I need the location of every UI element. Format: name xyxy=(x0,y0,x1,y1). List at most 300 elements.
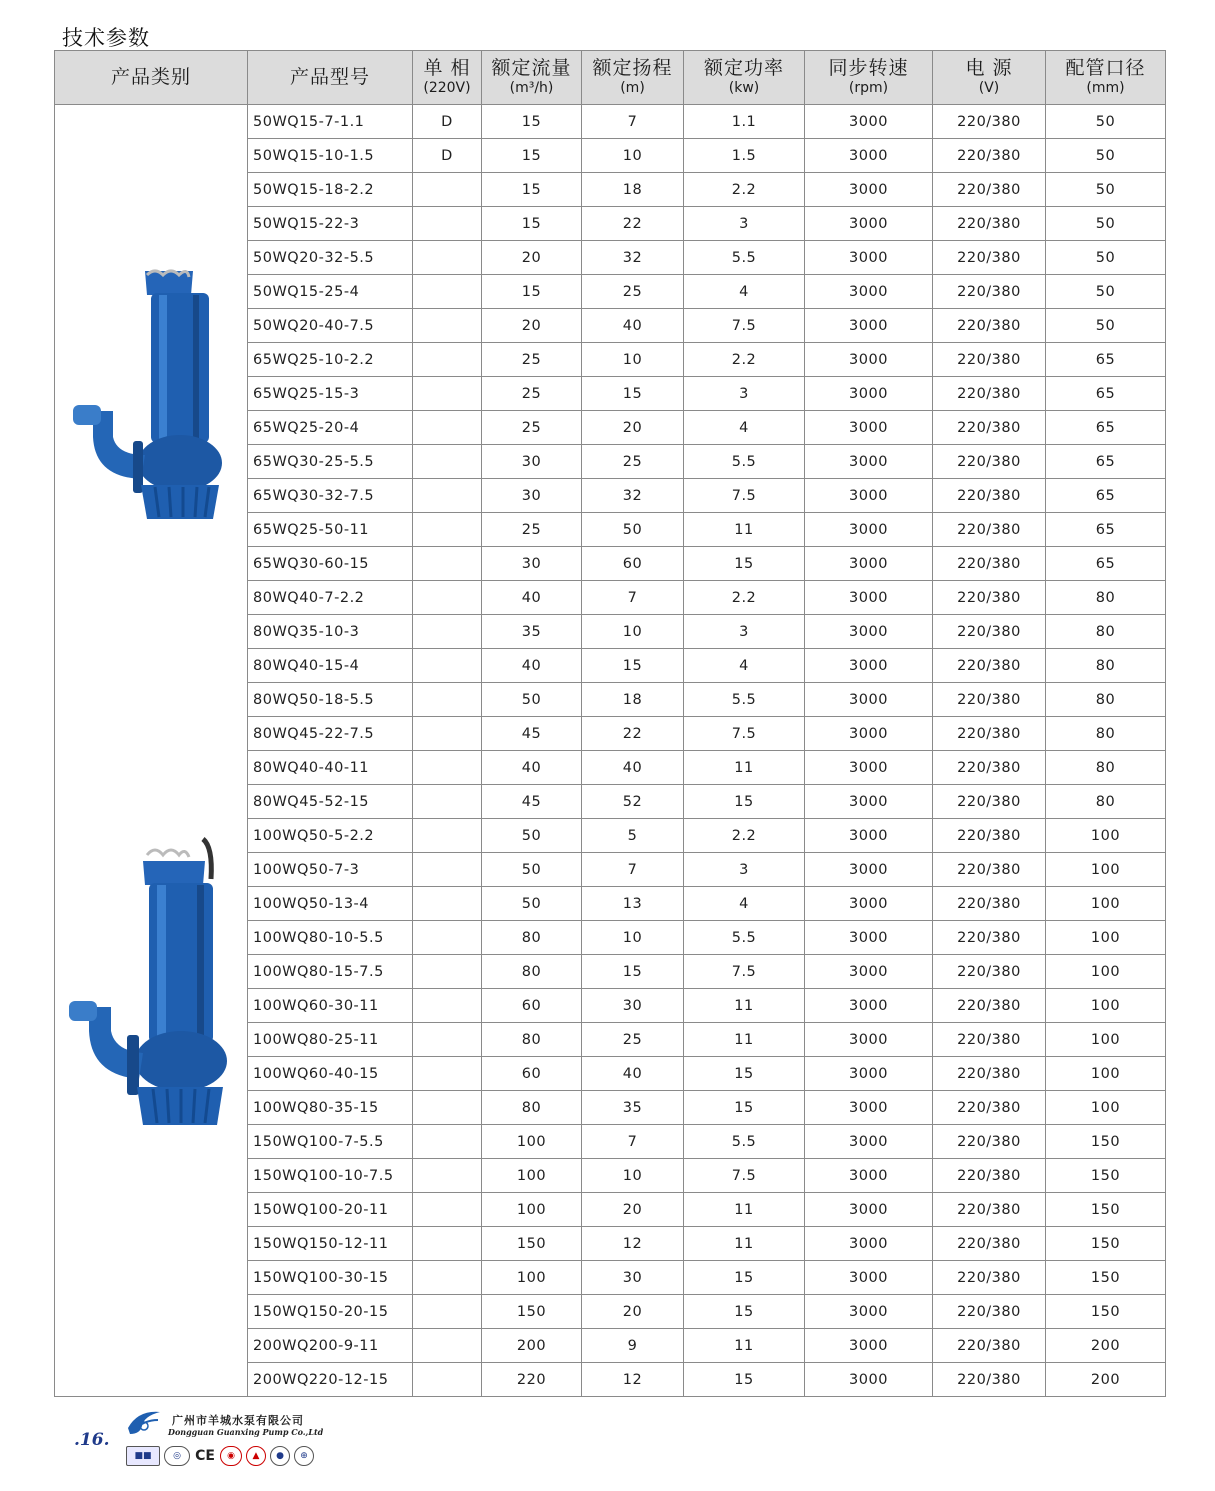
cell-speed: 3000 xyxy=(805,1329,933,1363)
cell-head: 25 xyxy=(582,1023,684,1057)
cell-head: 30 xyxy=(582,1261,684,1295)
cell-power: 15 xyxy=(684,1295,805,1329)
cell-speed: 3000 xyxy=(805,1125,933,1159)
cell-power: 11 xyxy=(684,513,805,547)
column-header-label: 产品类别 xyxy=(110,65,191,88)
cell-power: 7.5 xyxy=(684,479,805,513)
column-header xyxy=(1046,51,1166,105)
cell-speed: 3000 xyxy=(805,921,933,955)
column-header xyxy=(413,51,482,105)
cell-voltage: 220/380 xyxy=(933,683,1046,717)
cell-single xyxy=(413,853,482,887)
cell-single xyxy=(413,377,482,411)
cell-speed: 3000 xyxy=(805,547,933,581)
cell-model: 200WQ200-9-11 xyxy=(248,1329,413,1363)
cell-head: 10 xyxy=(582,921,684,955)
cell-model: 150WQ150-20-15 xyxy=(248,1295,413,1329)
cell-pipe: 150 xyxy=(1046,1125,1166,1159)
cell-pipe: 80 xyxy=(1046,581,1166,615)
cell-flow: 15 xyxy=(482,207,582,241)
cell-pipe: 50 xyxy=(1046,139,1166,173)
cell-head: 10 xyxy=(582,1159,684,1193)
cell-single xyxy=(413,921,482,955)
cell-head: 15 xyxy=(582,649,684,683)
cell-power: 7.5 xyxy=(684,1159,805,1193)
cell-pipe: 100 xyxy=(1046,853,1166,887)
cell-flow: 60 xyxy=(482,989,582,1023)
table-header-row xyxy=(55,51,1166,105)
cell-pipe: 200 xyxy=(1046,1363,1166,1397)
cell-voltage: 220/380 xyxy=(933,853,1046,887)
cell-pipe: 100 xyxy=(1046,1057,1166,1091)
cell-single xyxy=(413,445,482,479)
cell-model: 50WQ20-40-7.5 xyxy=(248,309,413,343)
cell-single: D xyxy=(413,139,482,173)
cell-pipe: 80 xyxy=(1046,683,1166,717)
cell-head: 32 xyxy=(582,479,684,513)
cell-voltage: 220/380 xyxy=(933,309,1046,343)
cell-power: 15 xyxy=(684,1057,805,1091)
cell-model: 100WQ80-15-7.5 xyxy=(248,955,413,989)
cell-pipe: 150 xyxy=(1046,1193,1166,1227)
cell-flow: 50 xyxy=(482,683,582,717)
cell-pipe: 100 xyxy=(1046,921,1166,955)
cell-single xyxy=(413,1125,482,1159)
cell-pipe: 65 xyxy=(1046,547,1166,581)
cell-power: 1.1 xyxy=(684,105,805,139)
cell-head: 22 xyxy=(582,207,684,241)
cell-single xyxy=(413,1057,482,1091)
cell-voltage: 220/380 xyxy=(933,921,1046,955)
cell-power: 7.5 xyxy=(684,717,805,751)
cell-single: D xyxy=(413,105,482,139)
cell-power: 7.5 xyxy=(684,309,805,343)
cell-pipe: 65 xyxy=(1046,479,1166,513)
cell-speed: 3000 xyxy=(805,1023,933,1057)
cell-flow: 100 xyxy=(482,1125,582,1159)
cell-voltage: 220/380 xyxy=(933,513,1046,547)
cell-power: 11 xyxy=(684,1227,805,1261)
cell-speed: 3000 xyxy=(805,1159,933,1193)
cell-power: 11 xyxy=(684,1329,805,1363)
cell-power: 15 xyxy=(684,1363,805,1397)
cell-pipe: 65 xyxy=(1046,411,1166,445)
cell-pipe: 65 xyxy=(1046,377,1166,411)
cell-model: 65WQ30-25-5.5 xyxy=(248,445,413,479)
cell-speed: 3000 xyxy=(805,785,933,819)
cell-speed: 3000 xyxy=(805,683,933,717)
cell-model: 150WQ100-7-5.5 xyxy=(248,1125,413,1159)
cell-model: 100WQ50-13-4 xyxy=(248,887,413,921)
cell-single xyxy=(413,275,482,309)
cell-single xyxy=(413,241,482,275)
cell-head: 7 xyxy=(582,581,684,615)
cell-power: 5.5 xyxy=(684,921,805,955)
cell-flow: 15 xyxy=(482,139,582,173)
cell-model: 80WQ45-22-7.5 xyxy=(248,717,413,751)
cell-voltage: 220/380 xyxy=(933,1125,1046,1159)
cell-single xyxy=(413,173,482,207)
cell-speed: 3000 xyxy=(805,1295,933,1329)
cell-head: 52 xyxy=(582,785,684,819)
cell-pipe: 65 xyxy=(1046,513,1166,547)
cell-single xyxy=(413,1091,482,1125)
triangle-seal-icon: ▲ xyxy=(246,1446,266,1466)
cell-single xyxy=(413,411,482,445)
cell-model: 80WQ40-7-2.2 xyxy=(248,581,413,615)
cell-power: 4 xyxy=(684,649,805,683)
cell-pipe: 200 xyxy=(1046,1329,1166,1363)
cell-single xyxy=(413,1227,482,1261)
cell-model: 100WQ60-30-11 xyxy=(248,989,413,1023)
cell-flow: 100 xyxy=(482,1159,582,1193)
cell-power: 5.5 xyxy=(684,1125,805,1159)
cell-single xyxy=(413,513,482,547)
cell-power: 4 xyxy=(684,411,805,445)
cell-pipe: 50 xyxy=(1046,241,1166,275)
cell-pipe: 80 xyxy=(1046,649,1166,683)
cell-model: 80WQ40-15-4 xyxy=(248,649,413,683)
cell-single xyxy=(413,1363,482,1397)
cell-speed: 3000 xyxy=(805,479,933,513)
cell-speed: 3000 xyxy=(805,853,933,887)
cell-head: 9 xyxy=(582,1329,684,1363)
cell-flow: 20 xyxy=(482,309,582,343)
cell-pipe: 150 xyxy=(1046,1261,1166,1295)
cell-speed: 3000 xyxy=(805,955,933,989)
cell-voltage: 220/380 xyxy=(933,1023,1046,1057)
cell-head: 10 xyxy=(582,343,684,377)
cell-power: 11 xyxy=(684,989,805,1023)
column-header-label: 产品型号 xyxy=(289,65,370,88)
cell-model: 65WQ25-10-2.2 xyxy=(248,343,413,377)
cell-single xyxy=(413,1023,482,1057)
cell-flow: 25 xyxy=(482,377,582,411)
cell-voltage: 220/380 xyxy=(933,785,1046,819)
cell-speed: 3000 xyxy=(805,649,933,683)
cell-voltage: 220/380 xyxy=(933,887,1046,921)
cell-power: 1.5 xyxy=(684,139,805,173)
cell-flow: 60 xyxy=(482,1057,582,1091)
company-name-cn: 广州市羊城水泵有限公司 xyxy=(172,1414,304,1427)
product-category-cell xyxy=(55,105,248,1397)
cell-voltage: 220/380 xyxy=(933,445,1046,479)
cell-voltage: 220/380 xyxy=(933,377,1046,411)
cell-flow: 45 xyxy=(482,717,582,751)
cell-head: 60 xyxy=(582,547,684,581)
cell-speed: 3000 xyxy=(805,887,933,921)
cell-head: 25 xyxy=(582,275,684,309)
cell-single xyxy=(413,683,482,717)
column-header-label: 单 相 xyxy=(423,57,471,80)
column-header-unit: (mm) xyxy=(1086,80,1125,97)
cell-voltage: 220/380 xyxy=(933,105,1046,139)
cell-model: 80WQ40-40-11 xyxy=(248,751,413,785)
cell-model: 80WQ35-10-3 xyxy=(248,615,413,649)
cell-head: 40 xyxy=(582,309,684,343)
cell-voltage: 220/380 xyxy=(933,479,1046,513)
cell-model: 100WQ60-40-15 xyxy=(248,1057,413,1091)
cell-flow: 80 xyxy=(482,1023,582,1057)
cell-model: 100WQ80-35-15 xyxy=(248,1091,413,1125)
company-name-en: Dongguan Guanxing Pump Co.,Ltd xyxy=(168,1427,324,1437)
cert-logo-icon: ■■ xyxy=(126,1446,160,1466)
column-header-label: 电 源 xyxy=(965,57,1013,80)
iso-seal-icon: ◎ xyxy=(164,1446,190,1466)
cell-speed: 3000 xyxy=(805,1193,933,1227)
cell-model: 65WQ25-20-4 xyxy=(248,411,413,445)
cell-speed: 3000 xyxy=(805,377,933,411)
cell-model: 150WQ100-20-11 xyxy=(248,1193,413,1227)
cell-power: 11 xyxy=(684,751,805,785)
cell-single xyxy=(413,1159,482,1193)
cell-head: 7 xyxy=(582,105,684,139)
cell-power: 15 xyxy=(684,1261,805,1295)
cell-single xyxy=(413,1193,482,1227)
column-header xyxy=(684,51,805,105)
cell-flow: 15 xyxy=(482,173,582,207)
table-row xyxy=(55,105,1166,139)
cell-pipe: 50 xyxy=(1046,105,1166,139)
cell-power: 2.2 xyxy=(684,173,805,207)
column-header-unit: (220V) xyxy=(423,80,471,97)
cell-voltage: 220/380 xyxy=(933,275,1046,309)
column-header-label: 额定功率 xyxy=(703,57,784,80)
section-title: 技术参数 xyxy=(62,26,150,50)
cell-head: 12 xyxy=(582,1363,684,1397)
cell-power: 15 xyxy=(684,547,805,581)
cell-flow: 25 xyxy=(482,343,582,377)
cell-flow: 200 xyxy=(482,1329,582,1363)
cell-speed: 3000 xyxy=(805,1057,933,1091)
cell-power: 15 xyxy=(684,785,805,819)
cell-pipe: 50 xyxy=(1046,207,1166,241)
cell-pipe: 80 xyxy=(1046,785,1166,819)
cell-single xyxy=(413,819,482,853)
cell-speed: 3000 xyxy=(805,615,933,649)
cell-pipe: 65 xyxy=(1046,445,1166,479)
cell-speed: 3000 xyxy=(805,411,933,445)
cell-single xyxy=(413,717,482,751)
cell-single xyxy=(413,751,482,785)
cell-single xyxy=(413,1295,482,1329)
cell-power: 7.5 xyxy=(684,955,805,989)
cell-pipe: 100 xyxy=(1046,989,1166,1023)
column-header xyxy=(55,51,248,105)
column-header xyxy=(482,51,582,105)
cell-flow: 80 xyxy=(482,921,582,955)
cell-power: 5.5 xyxy=(684,241,805,275)
cell-head: 10 xyxy=(582,615,684,649)
cell-power: 4 xyxy=(684,275,805,309)
cell-pipe: 100 xyxy=(1046,1023,1166,1057)
cell-flow: 80 xyxy=(482,1091,582,1125)
cell-head: 7 xyxy=(582,853,684,887)
cell-model: 50WQ15-18-2.2 xyxy=(248,173,413,207)
cell-pipe: 150 xyxy=(1046,1295,1166,1329)
cell-model: 65WQ25-50-11 xyxy=(248,513,413,547)
cell-speed: 3000 xyxy=(805,513,933,547)
cell-flow: 50 xyxy=(482,887,582,921)
cell-voltage: 220/380 xyxy=(933,241,1046,275)
cell-head: 32 xyxy=(582,241,684,275)
cell-voltage: 220/380 xyxy=(933,1227,1046,1261)
cell-head: 15 xyxy=(582,377,684,411)
cell-flow: 150 xyxy=(482,1227,582,1261)
cell-single xyxy=(413,615,482,649)
cell-speed: 3000 xyxy=(805,819,933,853)
cell-head: 20 xyxy=(582,1295,684,1329)
table-body xyxy=(55,105,1166,1397)
cell-model: 80WQ50-18-5.5 xyxy=(248,683,413,717)
cell-single xyxy=(413,309,482,343)
cell-pipe: 50 xyxy=(1046,173,1166,207)
cell-pipe: 50 xyxy=(1046,309,1166,343)
cell-pipe: 100 xyxy=(1046,955,1166,989)
cell-voltage: 220/380 xyxy=(933,1363,1046,1397)
cell-speed: 3000 xyxy=(805,207,933,241)
cell-head: 7 xyxy=(582,1125,684,1159)
cell-model: 65WQ25-15-3 xyxy=(248,377,413,411)
cell-power: 3 xyxy=(684,853,805,887)
column-header-label: 配管口径 xyxy=(1065,57,1146,80)
cell-flow: 50 xyxy=(482,853,582,887)
ce-mark-icon: CE xyxy=(195,1448,215,1464)
cell-head: 18 xyxy=(582,173,684,207)
cell-model: 50WQ15-7-1.1 xyxy=(248,105,413,139)
cell-voltage: 220/380 xyxy=(933,1329,1046,1363)
cell-flow: 40 xyxy=(482,581,582,615)
cell-voltage: 220/380 xyxy=(933,989,1046,1023)
cell-head: 22 xyxy=(582,717,684,751)
cell-flow: 25 xyxy=(482,513,582,547)
cell-pipe: 50 xyxy=(1046,275,1166,309)
cell-model: 100WQ80-25-11 xyxy=(248,1023,413,1057)
cell-voltage: 220/380 xyxy=(933,1057,1046,1091)
cell-model: 80WQ45-52-15 xyxy=(248,785,413,819)
cell-voltage: 220/380 xyxy=(933,1159,1046,1193)
cell-head: 5 xyxy=(582,819,684,853)
cell-model: 100WQ50-7-3 xyxy=(248,853,413,887)
cell-head: 15 xyxy=(582,955,684,989)
cell-flow: 20 xyxy=(482,241,582,275)
cell-single xyxy=(413,479,482,513)
cell-flow: 15 xyxy=(482,275,582,309)
cell-voltage: 220/380 xyxy=(933,1261,1046,1295)
pump-image-1 xyxy=(63,265,233,525)
column-header-unit: (rpm) xyxy=(848,80,889,97)
cell-power: 11 xyxy=(684,1023,805,1057)
cell-pipe: 65 xyxy=(1046,343,1166,377)
cell-head: 18 xyxy=(582,683,684,717)
cell-model: 65WQ30-60-15 xyxy=(248,547,413,581)
cell-voltage: 220/380 xyxy=(933,819,1046,853)
cell-single xyxy=(413,547,482,581)
cell-single xyxy=(413,207,482,241)
cell-power: 5.5 xyxy=(684,445,805,479)
cell-voltage: 220/380 xyxy=(933,751,1046,785)
cell-flow: 25 xyxy=(482,411,582,445)
cell-model: 50WQ20-32-5.5 xyxy=(248,241,413,275)
column-header-unit: (V) xyxy=(978,80,1000,97)
cell-head: 30 xyxy=(582,989,684,1023)
column-header-unit: (m) xyxy=(620,80,645,97)
cell-head: 10 xyxy=(582,139,684,173)
cell-model: 150WQ100-30-15 xyxy=(248,1261,413,1295)
footer xyxy=(70,1408,330,1472)
cell-single xyxy=(413,955,482,989)
column-header-label: 同步转速 xyxy=(828,57,909,80)
cell-pipe: 80 xyxy=(1046,615,1166,649)
cell-voltage: 220/380 xyxy=(933,411,1046,445)
cell-pipe: 100 xyxy=(1046,887,1166,921)
cell-speed: 3000 xyxy=(805,1261,933,1295)
cell-speed: 3000 xyxy=(805,989,933,1023)
cell-voltage: 220/380 xyxy=(933,547,1046,581)
cell-power: 3 xyxy=(684,207,805,241)
cell-flow: 45 xyxy=(482,785,582,819)
cell-single xyxy=(413,1261,482,1295)
globe-seal-icon: ⊕ xyxy=(294,1446,314,1466)
cell-power: 2.2 xyxy=(684,819,805,853)
cell-flow: 15 xyxy=(482,105,582,139)
cell-speed: 3000 xyxy=(805,581,933,615)
cell-head: 20 xyxy=(582,411,684,445)
cell-speed: 3000 xyxy=(805,343,933,377)
column-header-unit: (m³/h) xyxy=(509,80,554,97)
cell-voltage: 220/380 xyxy=(933,615,1046,649)
cell-power: 2.2 xyxy=(684,581,805,615)
cell-voltage: 220/380 xyxy=(933,717,1046,751)
spec-table xyxy=(54,50,1166,1397)
cell-single xyxy=(413,887,482,921)
cell-model: 100WQ80-10-5.5 xyxy=(248,921,413,955)
cell-power: 2.2 xyxy=(684,343,805,377)
cell-pipe: 100 xyxy=(1046,819,1166,853)
cell-flow: 80 xyxy=(482,955,582,989)
cell-voltage: 220/380 xyxy=(933,173,1046,207)
cell-speed: 3000 xyxy=(805,173,933,207)
cell-flow: 30 xyxy=(482,445,582,479)
cell-power: 3 xyxy=(684,377,805,411)
cell-power: 5.5 xyxy=(684,683,805,717)
cell-power: 15 xyxy=(684,1091,805,1125)
cell-model: 50WQ15-10-1.5 xyxy=(248,139,413,173)
cell-speed: 3000 xyxy=(805,1227,933,1261)
cell-speed: 3000 xyxy=(805,445,933,479)
cell-flow: 30 xyxy=(482,547,582,581)
cell-voltage: 220/380 xyxy=(933,207,1046,241)
cell-power: 3 xyxy=(684,615,805,649)
cell-flow: 35 xyxy=(482,615,582,649)
cell-head: 13 xyxy=(582,887,684,921)
cell-speed: 3000 xyxy=(805,241,933,275)
cell-speed: 3000 xyxy=(805,751,933,785)
cell-speed: 3000 xyxy=(805,717,933,751)
cell-pipe: 80 xyxy=(1046,751,1166,785)
column-header xyxy=(805,51,933,105)
cell-voltage: 220/380 xyxy=(933,1091,1046,1125)
cell-model: 200WQ220-12-15 xyxy=(248,1363,413,1397)
cell-model: 50WQ15-22-3 xyxy=(248,207,413,241)
cell-head: 12 xyxy=(582,1227,684,1261)
cell-single xyxy=(413,343,482,377)
column-header xyxy=(248,51,413,105)
quality-seal-icon: ◉ xyxy=(220,1446,242,1466)
cell-head: 20 xyxy=(582,1193,684,1227)
cell-voltage: 220/380 xyxy=(933,139,1046,173)
cell-voltage: 220/380 xyxy=(933,581,1046,615)
